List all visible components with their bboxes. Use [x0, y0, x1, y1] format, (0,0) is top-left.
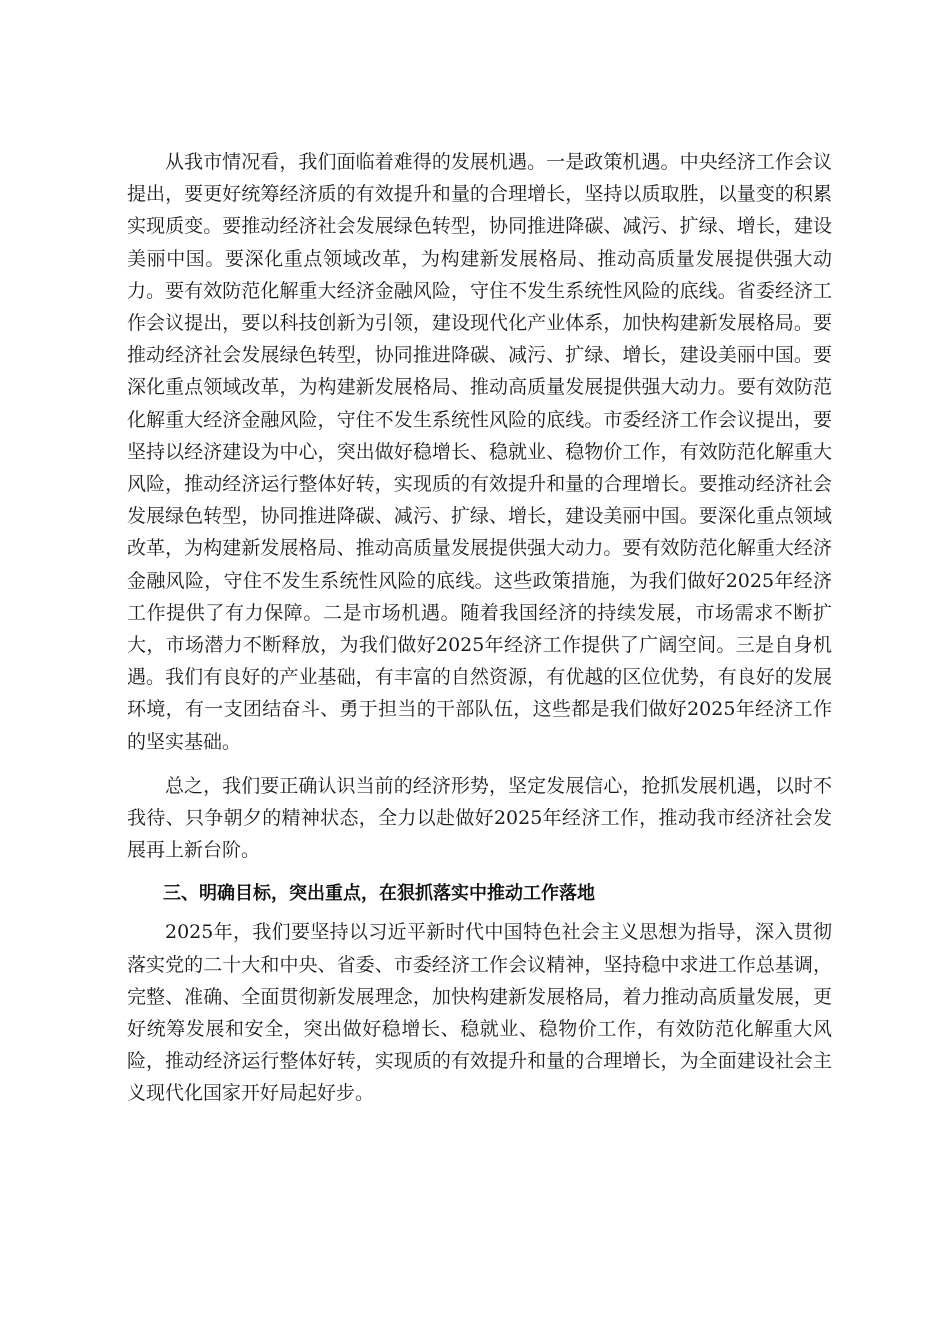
section-heading: 三、明确目标，突出重点，在狠抓落实中推动工作落地	[163, 883, 595, 905]
document-body	[127, 146, 832, 1122]
paragraph-opportunities: 从我市情况看，我们面临着难得的发展机遇。一是政策机遇。中央经济工作会议提出，要更好统筹经济质的有效提升和量的合理增长，坚持以质取胜，以量变的积累实现质变。要推动经济社会发展绿色转型，协同推进降碳、减污、扩绿、增长，建设美丽中国。要深化重点领域改革，为构建新发展格局、推动高质量发展提供强大动力。要有效防范化解重大经济金融风险，守住不发生系统性风险的底线。省委经济工作会议提出，要以科技创新为引领，建设现代化产业体系，加快构建新发展格局。要推动经济社会发展绿色转型，协同推进降碳、减污、扩绿、增长，建设美丽中国。要深化重点领域改革，为构建新发展格局、推动高质量发展提供强大动力。要有效防范化解重大经济金融风险，守住不发生系统性风险的底线。市委经济工作会议提出，要坚持以经济建设为中心，突出做好稳增长、稳就业、稳物价工作，有效防范化解重大风险，推动经济运行整体好转，实现质的有效提升和量的合理增长。要推动经济社会发展绿色转型，协同推进降碳、减污、扩绿、增长，建设美丽中国。要深化重点领域改革，为构建新发展格局、推动高质量发展提供强大动力。要有效防范化解重大经济金融风险，守住不发生系统性风险的底线。这些政策措施，为我们做好2025年经济工作提供了有力保障。二是市场机遇。随着我国经济的持续发展，市场需求不断扩大，市场潜力不断释放，为我们做好2025年经济工作提供了广阔空间。三是自身机遇。我们有良好的产业基础，有丰富的自然资源，有优越的区位优势，有良好的发展环境，有一支团结奋斗、勇于担当的干部队伍，这些都是我们做好2025年经济工作的坚实基础。	[127, 151, 832, 753]
paragraph-goals: 2025年，我们要坚持以习近平新时代中国特色社会主义思想为指导，深入贯彻落实党的二十大和中央、省委、市委经济工作会议精神，坚持稳中求进工作总基调，完整、准确、全面贯彻新发展理念，加快构建新发展格局，着力推动高质量发展，更好统筹发展和安全，突出做好稳增长、稳就业、稳物价工作，有效防范化解重大风险，推动经济运行整体好转，实现质的有效提升和量的合理增长，为全面建设社会主义现代化国家开好局起好步。	[127, 921, 832, 1105]
paragraph-summary: 总之，我们要正确认识当前的经济形势，坚定发展信心，抢抓发展机遇，以时不我待、只争朝夕的精神状态，全力以赴做好2025年经济工作，推动我市经济社会发展再上新台阶。	[127, 774, 832, 862]
